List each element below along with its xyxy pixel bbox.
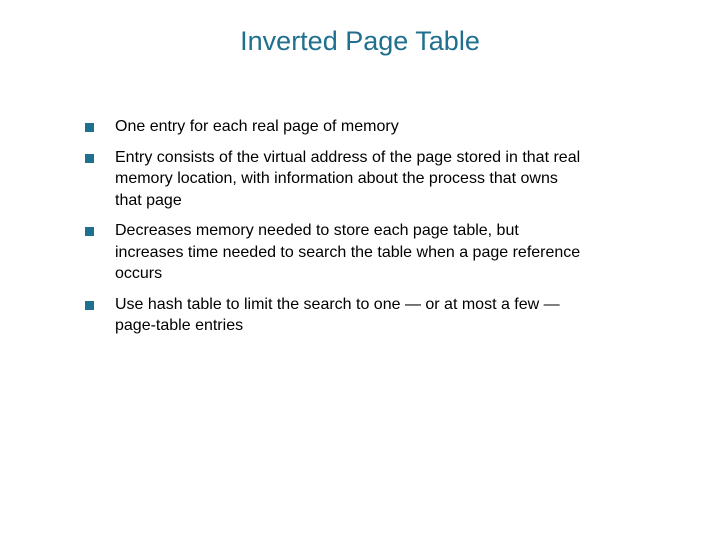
bullet-text: Entry consists of the virtual address of the page stored in that real memory location, with information about the process that owns that page <box>115 148 581 209</box>
bullet-text: One entry for each real page of memory <box>115 118 399 135</box>
bullet-item <box>84 220 584 285</box>
bullet-list <box>84 116 584 346</box>
bullet-item <box>84 294 584 337</box>
square-bullet-icon <box>85 227 94 236</box>
bullet-item <box>84 116 584 138</box>
square-bullet-icon <box>85 154 94 163</box>
square-bullet-icon <box>85 301 94 310</box>
bullet-text: Decreases memory needed to store each page table, but increases time needed to search the table when a page reference occurs <box>115 222 581 282</box>
slide-title: Inverted Page Table <box>240 26 480 56</box>
bullet-text: Use hash table to limit the search to one — or at most a few — page-table entries <box>115 295 560 334</box>
bullet-item <box>84 147 584 212</box>
square-bullet-icon <box>85 123 94 132</box>
